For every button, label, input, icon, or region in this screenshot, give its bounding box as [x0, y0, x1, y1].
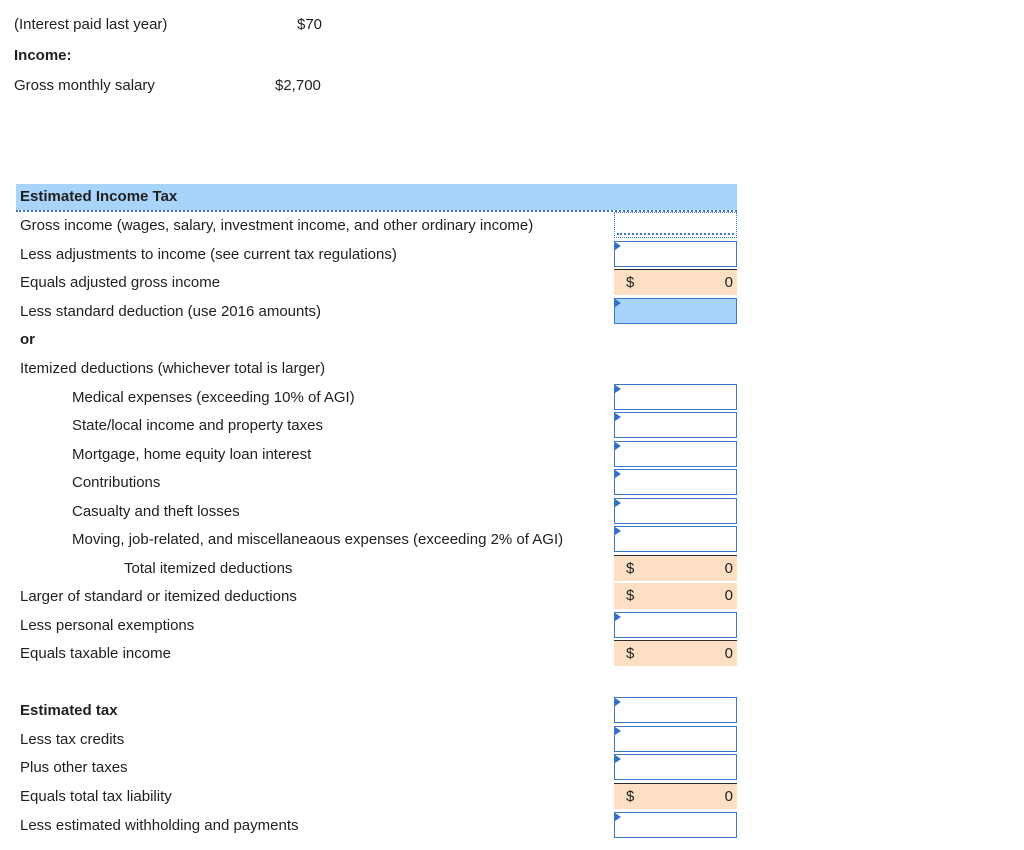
salary-value: $2,700: [275, 77, 321, 94]
less-adjustments-label: Less adjustments to income (see current tax regulations): [20, 246, 397, 263]
income-heading: Income:: [14, 47, 72, 64]
std-deduction-input[interactable]: [614, 298, 737, 324]
gross-income-cell[interactable]: [614, 212, 737, 238]
larger-currency: $: [626, 587, 635, 604]
medical-label: Medical expenses (exceeding 10% of AGI): [72, 389, 355, 406]
total-liability-value: 0: [724, 788, 733, 805]
contributions-label: Contributions: [72, 474, 161, 491]
withholding-label: Less estimated withholding and payments: [20, 817, 299, 834]
total-liability-label: Equals total tax liability: [20, 788, 172, 805]
section-title: Estimated Income Tax: [20, 188, 178, 205]
total-liability-cell: [614, 783, 737, 809]
total-itemized-value: 0: [724, 560, 733, 577]
state-local-label: State/local income and property taxes: [72, 417, 323, 434]
estimated-tax-input[interactable]: [614, 697, 737, 723]
exemptions-input[interactable]: [614, 612, 737, 638]
total-itemized-label: Total itemized deductions: [124, 560, 293, 577]
total-itemized-currency: $: [626, 560, 635, 577]
section-header: [16, 184, 737, 210]
std-deduction-label: Less standard deduction (use 2016 amounts): [20, 303, 322, 320]
interest-label: (Interest paid last year): [14, 16, 168, 33]
mortgage-label: Mortgage, home equity loan interest: [72, 446, 312, 463]
moving-input[interactable]: [614, 526, 737, 552]
larger-label: Larger of standard or itemized deductions: [20, 588, 297, 605]
total-itemized-cell: [614, 555, 737, 581]
less-adjustments-input[interactable]: [614, 241, 737, 267]
larger-value: 0: [724, 587, 733, 604]
agi-value: 0: [724, 274, 733, 291]
withholding-input[interactable]: [614, 812, 737, 838]
agi-label: Equals adjusted gross income: [20, 274, 221, 291]
larger-cell: [614, 583, 737, 609]
tax-credits-label: Less tax credits: [20, 731, 125, 748]
exemptions-label: Less personal exemptions: [20, 617, 195, 634]
mortgage-input[interactable]: [614, 441, 737, 467]
other-taxes-input[interactable]: [614, 754, 737, 780]
state-local-input[interactable]: [614, 412, 737, 438]
gross-income-label: Gross income (wages, salary, investment income, and other ordinary income): [20, 217, 534, 234]
contributions-input[interactable]: [614, 469, 737, 495]
taxable-value: 0: [724, 645, 733, 662]
taxable-currency: $: [626, 645, 635, 662]
moving-label: Moving, job-related, and miscellaneaous expenses (exceeding 2% of AGI): [72, 531, 564, 548]
itemized-label: Itemized deductions (whichever total is larger): [20, 360, 326, 377]
agi-currency: $: [626, 274, 635, 291]
medical-input[interactable]: [614, 384, 737, 410]
salary-label: Gross monthly salary: [14, 77, 155, 94]
agi-cell: [614, 269, 737, 295]
other-taxes-label: Plus other taxes: [20, 759, 128, 776]
tax-credits-input[interactable]: [614, 726, 737, 752]
or-label: or: [20, 331, 35, 348]
casualty-label: Casualty and theft losses: [72, 503, 240, 520]
casualty-input[interactable]: [614, 498, 737, 524]
taxable-label: Equals taxable income: [20, 645, 171, 662]
interest-value: $70: [297, 16, 323, 33]
estimated-tax-label: Estimated tax: [20, 702, 118, 719]
total-liability-currency: $: [626, 788, 635, 805]
taxable-cell: [614, 640, 737, 666]
